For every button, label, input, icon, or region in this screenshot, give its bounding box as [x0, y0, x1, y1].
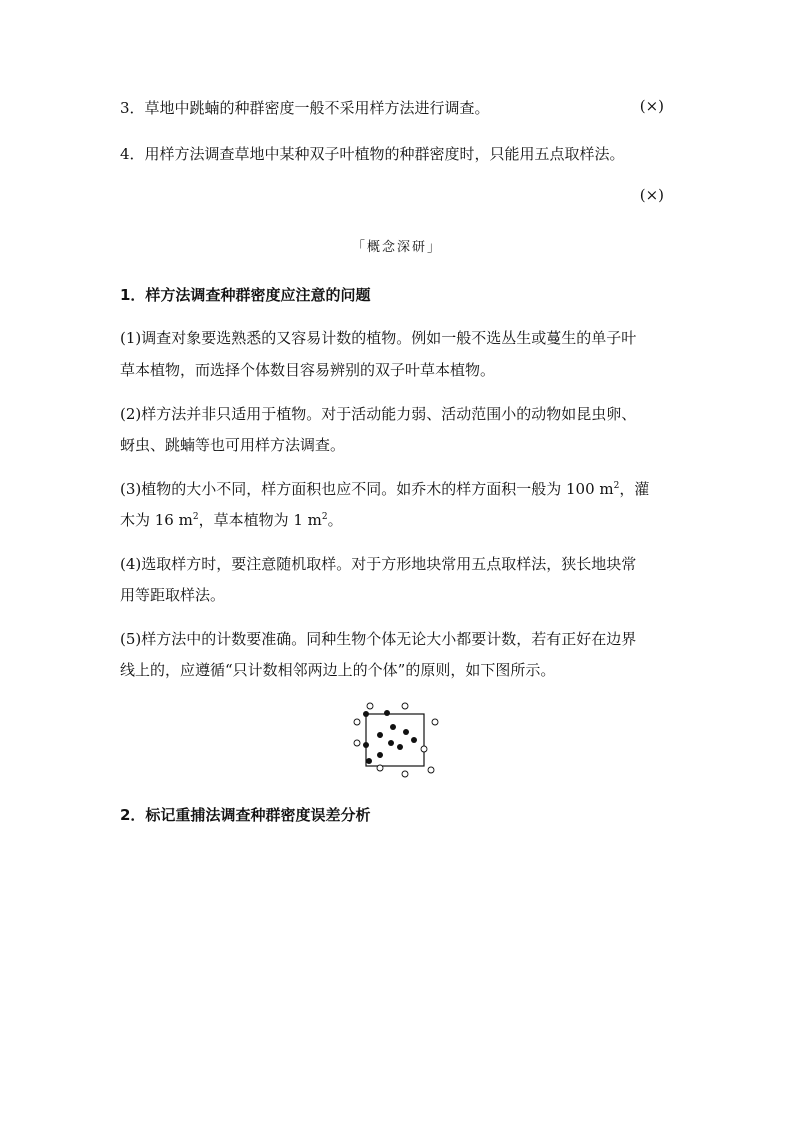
- counted-individual: [388, 740, 394, 746]
- counted-individual: [411, 737, 417, 743]
- point-5-line-2: 线上的，应遵循“只计数相邻两边上的个体”的原则，如下图所示。: [120, 661, 556, 679]
- counted-individual: [384, 710, 390, 716]
- counted-individual: [397, 744, 403, 750]
- judgment-4-mark: (×): [639, 186, 664, 204]
- heading-mark-recapture: 2．标记重捕法调查种群密度误差分析: [120, 806, 371, 824]
- quadrat-counting-diagram: [350, 700, 445, 780]
- point-3-line-2-end: 。: [327, 511, 343, 529]
- uncounted-individual: [432, 719, 438, 725]
- judgment-3-text: 3．草地中跳蝻的种群密度一般不采用样方法进行调查。: [120, 99, 490, 117]
- heading-sampling-method: 1．样方法调查种群密度应注意的问题: [120, 286, 371, 304]
- point-3-line-2-mid: ，草本植物为 1 m: [198, 511, 322, 529]
- superscript-2: 2: [321, 512, 328, 522]
- point-3-line-2: [120, 509, 343, 530]
- uncounted-individual: [367, 703, 373, 709]
- point-3-line-1-tail: ，灌: [619, 480, 650, 498]
- point-3-line-2-text: 木为 16 m: [120, 511, 193, 529]
- counted-individual: [377, 732, 383, 738]
- uncounted-individual: [421, 746, 427, 752]
- counted-individual: [390, 724, 396, 730]
- point-2-line-1: (2)样方法并非只适用于植物。对于活动能力弱、活动范围小的动物如昆虫卵、: [120, 405, 637, 423]
- point-1-line-1: (1)调查对象要选熟悉的又容易计数的植物。例如一般不选丛生或蔓生的单子叶: [120, 329, 637, 347]
- judgment-3-mark: (×): [639, 97, 664, 115]
- superscript-2: 2: [192, 512, 199, 522]
- superscript-2: 2: [613, 481, 620, 491]
- uncounted-individual: [402, 703, 408, 709]
- uncounted-individual: [377, 765, 383, 771]
- point-2-line-2: 蚜虫、跳蝻等也可用样方法调查。: [120, 436, 346, 454]
- counted-individual: [377, 752, 383, 758]
- uncounted-individual: [402, 771, 408, 777]
- counted-individual: [363, 711, 369, 717]
- counted-individual: [366, 758, 372, 764]
- point-1-line-2: 草本植物，而选择个体数目容易辨别的双子叶草本植物。: [120, 361, 496, 379]
- uncounted-individual: [428, 767, 434, 773]
- point-3-line-1: [120, 478, 649, 499]
- uncounted-individual: [354, 719, 360, 725]
- counted-individual: [363, 742, 369, 748]
- counted-individual: [403, 729, 409, 735]
- uncounted-individual: [354, 740, 360, 746]
- point-4-line-1: (4)选取样方时，要注意随机取样。对于方形地块常用五点取样法，狭长地块常: [120, 555, 637, 573]
- section-title: 「概念深研」: [351, 240, 442, 255]
- point-3-line-1-text: (3)植物的大小不同，样方面积也应不同。如乔木的样方面积一般为 100 m: [120, 480, 614, 498]
- point-5-line-1: (5)样方法中的计数要准确。同种生物个体无论大小都要计数，若有正好在边界: [120, 630, 637, 648]
- judgment-4-text: 4．用样方法调查草地中某种双子叶植物的种群密度时，只能用五点取样法。: [120, 145, 625, 163]
- point-4-line-2: 用等距取样法。: [120, 586, 226, 604]
